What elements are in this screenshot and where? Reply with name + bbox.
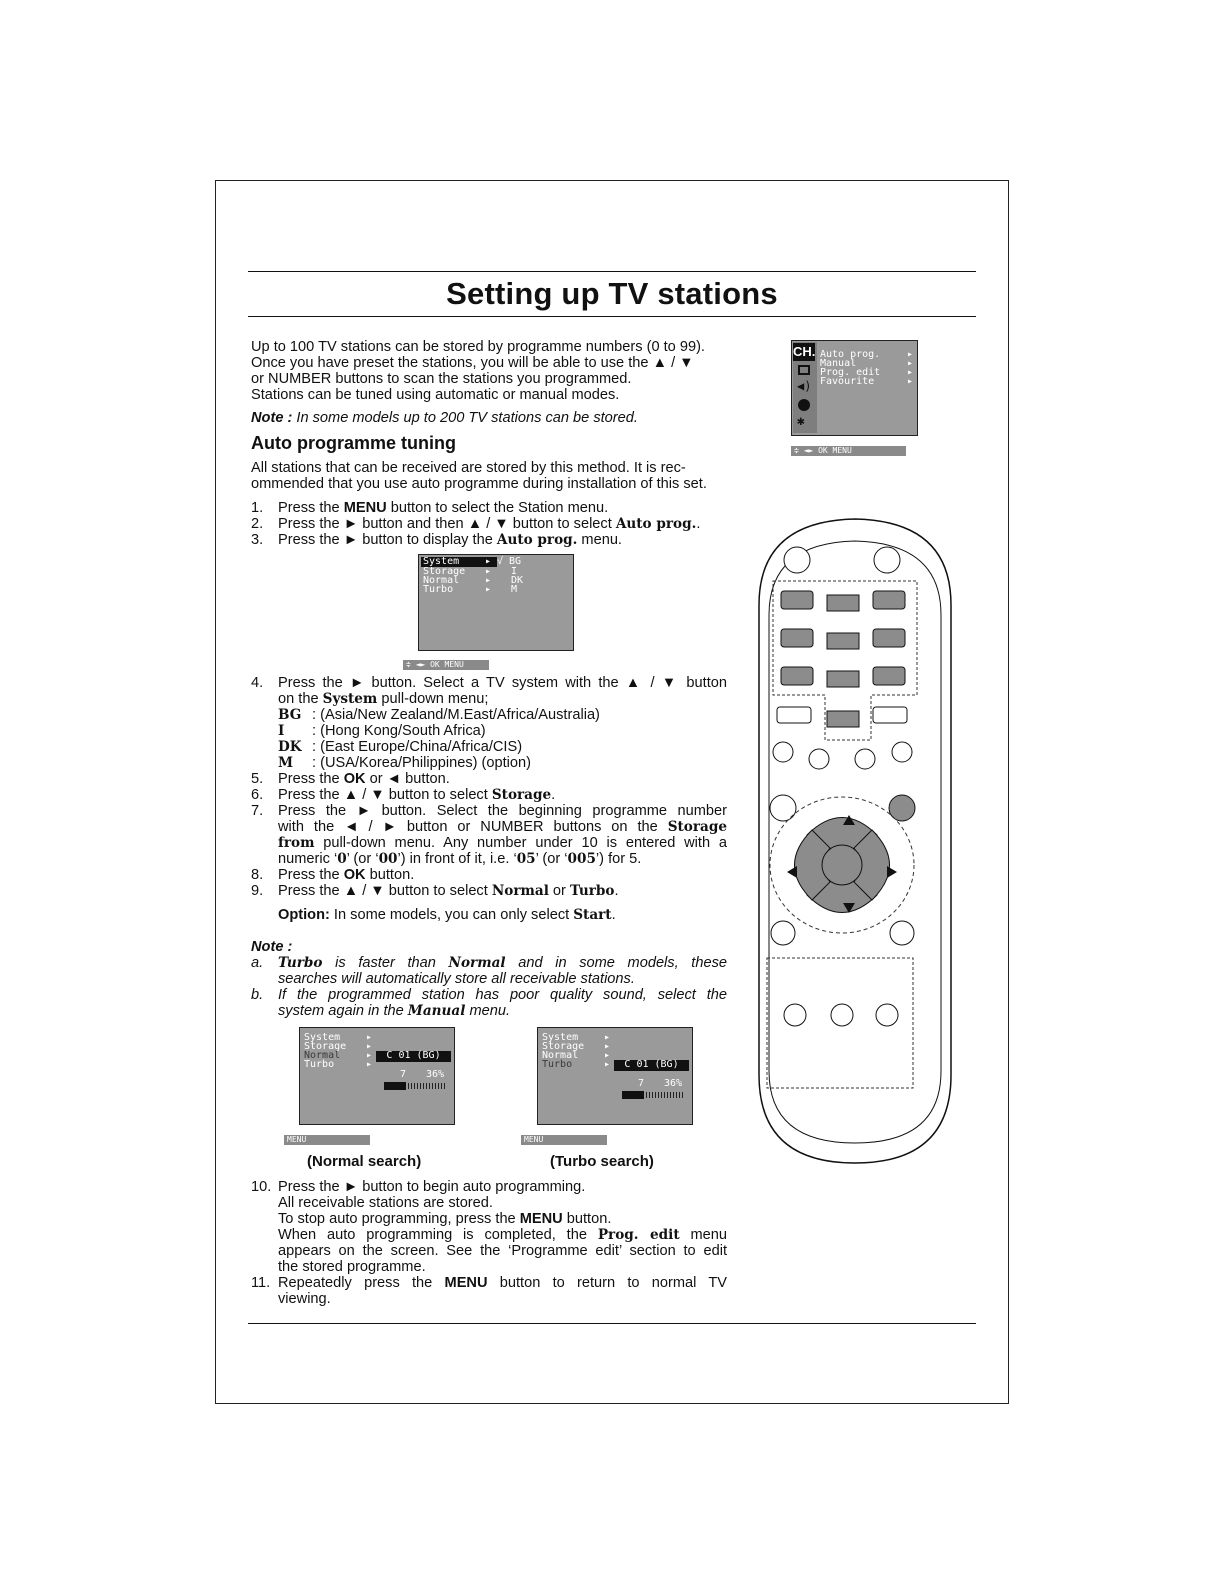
osd-item-storage: Storage [542, 1041, 585, 1052]
remote-control-illustration [755, 515, 955, 1165]
bottom-button-1 [784, 1004, 806, 1026]
number-button-7 [781, 667, 813, 685]
step-3: 3. Press the ► button to display the Auto prog. menu. [251, 532, 622, 548]
osd-item-turbo: Turbo [304, 1059, 335, 1070]
osd-station-count: 7 [638, 1078, 645, 1089]
description-line: ommended that you use auto programme during installation of this set. [251, 476, 707, 492]
step-2: 2. Press the ► button and then ▲ / ▼ button to select Auto prog.. [251, 516, 701, 532]
caption-turbo-search: (Turbo search) [550, 1153, 654, 1170]
bottom-button-3 [876, 1004, 898, 1026]
bottom-button-2 [831, 1004, 853, 1026]
exit-button [771, 921, 795, 945]
step-10: 10. Press the ► button to begin auto programming. All receivable stations are stored. To stop auto programming, press the MENU button. When auto programming is completed, the Prog. edit menu appears on the screen. See the ‘Programme edit’ section to edit the stored programme. [251, 1179, 727, 1275]
osd-item-manual: Manual [820, 358, 857, 369]
clock-icon [798, 399, 810, 411]
number-button-1 [781, 591, 813, 609]
step-7: 7. Press the ► button. Select the beginning programme number with the ◄ / ► button or NUMBER buttons on the Storage from pull-down menu. Any number under 10 is entered with a numeric ‘0’ (or ‘00’) in front of it, i.e. ‘05’ (or ‘005’) for 5. [251, 803, 727, 867]
q-view-button [873, 707, 907, 723]
osd-item-favourite: Favourite [820, 376, 875, 387]
title-rule [248, 316, 976, 317]
intro-line: Up to 100 TV stations can be stored by programme numbers (0 to 99). [251, 339, 705, 355]
chevron-right-icon: ▸ [604, 1032, 611, 1043]
step-1: 1. Press the MENU button to select the Station menu. [251, 500, 609, 516]
chevron-right-icon: ▸ [366, 1041, 373, 1052]
chevron-right-icon: ▸ [366, 1050, 373, 1061]
osd-item-system: System [304, 1032, 341, 1043]
input-button [874, 547, 900, 573]
number-button-8 [827, 671, 859, 687]
chevron-right-icon: ▸ [604, 1059, 611, 1070]
osd-percent: 36% [426, 1069, 445, 1080]
chevron-right-icon: ▸ [604, 1050, 611, 1061]
progress-bar [622, 1091, 644, 1099]
chevron-right-icon: ▸ [907, 349, 914, 360]
osd-option-i: I [511, 566, 518, 577]
intro-text [251, 339, 727, 426]
osd-station-count: 7 [400, 1069, 407, 1080]
number-button-4 [781, 629, 813, 647]
osd-channel-readout: C 01 (BG) [614, 1060, 689, 1071]
osd-turbo-search [537, 1027, 693, 1125]
osd-channel-readout: C 01 (BG) [376, 1051, 451, 1062]
section-heading: Auto programme tuning [251, 433, 456, 453]
osd-item-normal: Normal [304, 1050, 341, 1061]
intro-line: Stations can be tuned using automatic or manual modes. [251, 387, 620, 403]
option-line: Option: In some models, you can only select Start. [278, 907, 616, 923]
bottom-rule [248, 1323, 976, 1324]
system-row-m: M : (USA/Korea/Philippines) (option) [278, 755, 532, 771]
ok-button [822, 845, 862, 885]
osd-item-auto-prog: Auto prog. [820, 349, 881, 360]
osd-tab-ch: CH. [793, 344, 816, 359]
round-button-c [855, 749, 875, 769]
step-4: 4. Press the ► button. Select a TV system with the ▲ / ▼ button on the System pull-down menu; BG : (Asia/New Zealand/M.East/Africa/Australia) I : (Hong Kong/South Africa) DK : (East Europe/China/Africa/CIS) M : (USA/Korea/Philippines) (option) [251, 675, 727, 771]
osd-option-dk: DK [511, 575, 524, 586]
note-block [251, 939, 727, 1019]
page-title: Setting up TV stations [446, 276, 778, 311]
progress-bar [384, 1082, 406, 1090]
intro-line: Once you have preset the stations, you will be able to use the ▲ / ▼ [251, 355, 694, 371]
osd-auto-prog-menu [418, 554, 574, 651]
osd-navbar: ≑ ◄► OK MENU [403, 660, 489, 670]
osd-option-m: M [511, 584, 518, 595]
chevron-right-icon: ▸ [485, 575, 492, 586]
step-8: 8. Press the OK button. [251, 867, 415, 883]
osd-item-normal: Normal [542, 1050, 579, 1061]
osd-normal-search [299, 1027, 455, 1125]
chevron-right-icon: ▸ [366, 1059, 373, 1070]
return-button [890, 921, 914, 945]
chevron-right-icon: ▸ [604, 1041, 611, 1052]
number-button-2 [827, 595, 859, 611]
osd-item-system: System [542, 1032, 579, 1043]
round-button-a [773, 742, 793, 762]
number-button-6 [873, 629, 905, 647]
round-button-d [892, 742, 912, 762]
top-rule [248, 271, 976, 272]
number-button-3 [873, 591, 905, 609]
number-button-0 [827, 711, 859, 727]
note-label: Note : [251, 939, 293, 955]
step-6: 6. Press the ▲ / ▼ button to select Storage. [251, 787, 556, 803]
system-row-bg: BG : (Asia/New Zealand/M.East/Africa/Australia) [278, 707, 600, 723]
chevron-right-icon: ▸ [485, 556, 492, 567]
osd-navbar: MENU [284, 1135, 370, 1145]
step-4-block [251, 675, 727, 923]
osd-option-bg: √ BG [497, 556, 522, 567]
osd-item-storage: Storage [423, 566, 466, 577]
osd-percent: 36% [664, 1078, 683, 1089]
power-button [784, 547, 810, 573]
system-row-dk: DK : (East Europe/China/Africa/CIS) [278, 739, 523, 755]
osd-navbar: ≑ ◄► OK MENU [791, 446, 906, 456]
note-b: b. If the programmed station has poor quality sound, select the system again in the Manual menu. [251, 987, 727, 1019]
osd-item-normal: Normal [423, 575, 460, 586]
menu-button [770, 795, 796, 821]
number-button-5 [827, 633, 859, 649]
step-5: 5. Press the OK or ◄ button. [251, 771, 450, 787]
chevron-right-icon: ▸ [485, 584, 492, 595]
step-9: 9. Press the ▲ / ▼ button to select Normal or Turbo. [251, 883, 619, 899]
remote-control-drawing [755, 515, 955, 1165]
osd-item-turbo: Turbo [423, 584, 454, 595]
tv-icon [798, 365, 810, 375]
description-line: All stations that can be received are stored by this method. It is rec- [251, 460, 686, 476]
chevron-right-icon: ▸ [907, 376, 914, 387]
intro-note: Note : In some models up to 200 TV stations can be stored. [251, 410, 638, 426]
intro-line: or NUMBER buttons to scan the stations you programmed. [251, 371, 632, 387]
number-button-9 [873, 667, 905, 685]
speaker-icon: ◀) [797, 379, 812, 393]
note-a: a. Turbo is faster than Normal and in some models, these searches will automatically store all receivable stations. [251, 955, 727, 987]
section-description [251, 460, 727, 492]
osd-item-prog-edit: Prog. edit [820, 367, 881, 378]
steps-1-3 [251, 500, 727, 548]
system-row-i: I : (Hong Kong/South Africa) [278, 723, 486, 739]
step-11: 11. Repeatedly press the MENU button to return to normal TV viewing. [251, 1275, 727, 1307]
steps-10-11 [251, 1179, 727, 1307]
list-button [777, 707, 811, 723]
chevron-right-icon: ▸ [907, 367, 914, 378]
osd-item-turbo: Turbo [542, 1059, 573, 1070]
osd-item-storage: Storage [304, 1041, 347, 1052]
chevron-right-icon: ▸ [366, 1032, 373, 1043]
osd-navbar: MENU [521, 1135, 607, 1145]
chevron-right-icon: ▸ [485, 566, 492, 577]
round-button-b [809, 749, 829, 769]
chevron-right-icon: ▸ [907, 358, 914, 369]
setup-icon: ✱ [797, 414, 805, 429]
osd-channel-menu [791, 340, 918, 436]
osd-item-system: System [421, 557, 497, 567]
caption-normal-search: (Normal search) [307, 1153, 422, 1170]
